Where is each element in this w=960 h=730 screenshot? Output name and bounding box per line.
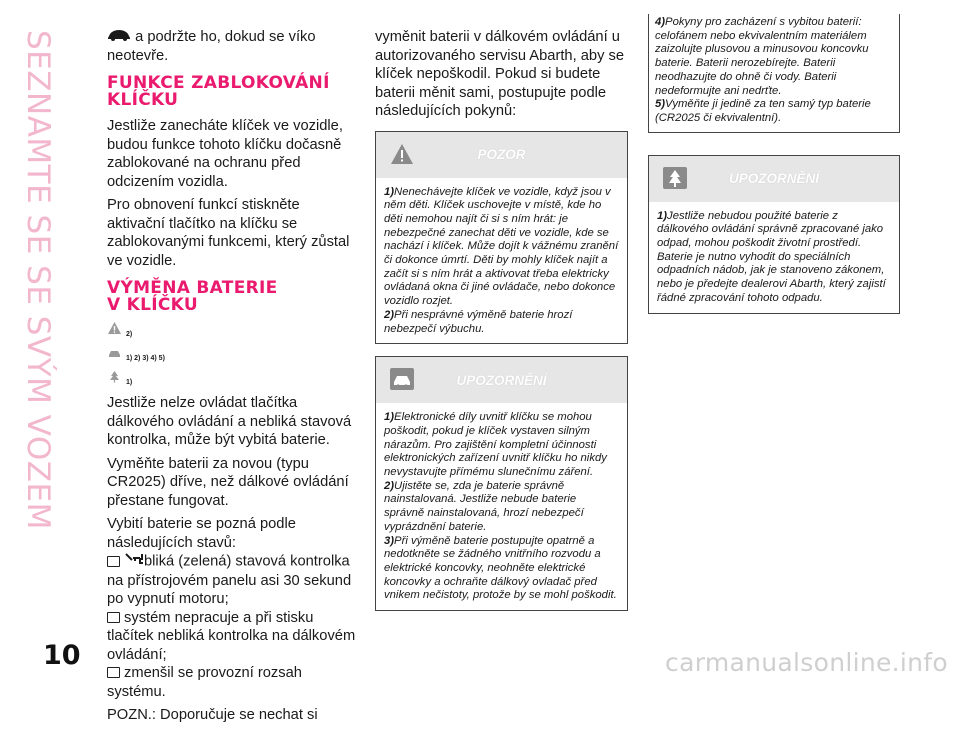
note-number: 3) [384, 534, 395, 547]
note-number: 5) [655, 98, 666, 111]
battery-key-icon [124, 552, 144, 572]
note-item [384, 186, 619, 309]
page-number: 10 [43, 640, 81, 671]
intro-paragraph [107, 28, 357, 65]
note-number: 2) [384, 479, 395, 492]
warning-triangle-icon [107, 321, 122, 340]
list-item-text: bliká (zelená) stavová kontrolka na přístrojovém panelu asi 30 sekund po vypnutí motoru; [107, 553, 352, 608]
warning-title: POZOR [477, 147, 526, 162]
note-text: Vyměňte ji jedině za ten samý typ baterie (CR2025 či ekvivalentní). [655, 98, 871, 124]
note-item [655, 98, 893, 125]
list-item-text: systém nepracuje a při stisku tlačítek nebliká kontrolka na dálkovém ovládání; [107, 609, 356, 663]
environment-box-body [649, 202, 899, 313]
heading-battery-line1: VÝMĚNA BATERIE [107, 278, 278, 299]
notice-box [375, 356, 628, 611]
note-text: Elektronické díly uvnitř klíčku se mohou poškodit, pokud je klíček vystaven silným nárazům. Pro zajištění kompletní účinnosti elektronických zařízení uvnitř klíčku ho nikdy nevystavujte přímému slunečnímu záření. [384, 411, 607, 479]
car-icon [107, 28, 131, 47]
paragraph: Vybití baterie se pozná podle následujících stavů: [107, 516, 296, 551]
note-text: Ujistěte se, zda je baterie správně nainstalovaná. Jestliže nebude baterie správně nainstalovaná, hrozí nebezpečí vyprázdnění baterie. [384, 479, 584, 533]
note-text: Nenechávejte klíček ve vozidle, když jsou v něm děti. Klíček uschovejte v místě, kde ho děti nemohou najít či si s ním hrát: je nebezpečné zanechat děti ve vozidle, kde se nachází i klíček. Může dojít k vážnému zranění či dokonce úmrtí. Děti by mohly klíček najít a začít si s ním hrát a aktivovat třeba elektricky ovládaná okna či jiné ovládače, nebo dokonce vozidlo rozjet. [384, 185, 619, 308]
note-item [655, 16, 893, 98]
note-item [657, 210, 891, 306]
note-number: 1) [384, 411, 395, 424]
list-item [107, 552, 357, 609]
note-item [384, 535, 619, 604]
column-middle [375, 28, 628, 623]
notice-ref-row [107, 346, 357, 364]
note-text: Jestliže nebudou použité baterie z dálkového ovládání správně zpracované jako odpad, mohou poškodit životní prostředí. Baterie je nutno vyhodit do speciálních odpadních nádob, jak je stanoveno zákonem, nebo je předejte dealerovi Abarth, který zajistí řádné zpracování tohoto odpadu. [657, 209, 886, 304]
column-right [648, 14, 900, 326]
heading-battery-replace [107, 280, 357, 314]
paragraph: Vyměňte baterii za novou (typu CR2025) dříve, než dálkové ovládání přestane fungovat. [107, 455, 349, 509]
notice-box-body [376, 403, 627, 610]
paragraph: Pro obnovení funkcí stiskněte aktivační tlačítko na klíčku se zablokovanými funkcemi, který zůstal ve vozidle. [107, 197, 350, 269]
note-text: Při nesprávné výměně baterie hrozí nebezpečí výbuchu. [384, 308, 573, 335]
environment-box-header [649, 156, 899, 202]
notice-box-header [376, 357, 627, 403]
tree-icon [663, 167, 687, 194]
paragraph: POZN.: Doporučuje se nechat si [107, 707, 318, 724]
heading-key-lock [107, 75, 357, 109]
section-side-title: SEZNAMTE SE SE SVÝM VOZEM [20, 30, 56, 530]
heading-key-lock-line1: FUNKCE ZABLOKOVÁNÍ [107, 73, 330, 94]
heading-key-lock-line2: KLÍČKU [107, 90, 179, 111]
car-hand-icon [390, 368, 414, 395]
bullet-icon [107, 667, 120, 678]
warning-box-body [376, 178, 627, 344]
env-ref: 1) [126, 379, 133, 387]
bullet-icon [107, 612, 120, 623]
column-left [107, 28, 357, 730]
warning-ref-row [107, 322, 357, 340]
warning-box [375, 131, 628, 345]
note-item [384, 309, 619, 336]
paragraph: vyměnit baterii v dálkovém ovládání u autorizovaného servisu Abarth, aby se klíček nepoškodil. Pokud si budete baterii měnit sami, postupujte podle následujících pokynů: [375, 29, 625, 119]
heading-battery-line2: V KLÍČKU [107, 295, 198, 316]
list-item [107, 664, 357, 701]
environment-title: UPOZORNĚNÍ [728, 171, 819, 187]
list-item [107, 609, 357, 665]
intro-text: a podržte ho, dokud se víko neotevře. [107, 29, 316, 64]
env-ref-row [107, 370, 357, 388]
note-text: Při výměně baterie postupujte opatrně a nedotkněte se žádného vnitřního rozvodu a elektrické koncovky, neohněte elektrické koncovky a ochraňte dálkový ovladač před vnikem nečistoty, protože by se mohl poškodit. [384, 534, 617, 602]
note-item [384, 411, 619, 480]
notice-box-continued [648, 14, 900, 133]
warning-ref: 2) [126, 331, 133, 339]
tree-icon [107, 370, 122, 388]
car-hand-icon [107, 346, 122, 364]
warning-triangle-icon [390, 143, 414, 170]
bullet-icon [107, 556, 120, 567]
note-item [384, 480, 619, 535]
notice-title: UPOZORNĚNÍ [456, 372, 547, 388]
paragraph: Jestliže nelze ovládat tlačítka dálkového ovládání a nebliká stavová kontrolka, může být vybitá baterie. [107, 395, 352, 449]
watermark: carmanualsonline.info [665, 648, 948, 677]
environment-box [648, 155, 900, 314]
list-item-text: zmenšil se provozní rozsah systému. [107, 665, 302, 700]
paragraph: Jestliže zanecháte klíček ve vozidle, budou funkce tohoto klíčku dočasně zablokované na ochranu před odcizením vozidla. [107, 118, 343, 190]
note-number: 2) [384, 308, 395, 321]
note-number: 4) [655, 16, 666, 28]
warning-box-header [376, 132, 627, 178]
note-number: 1) [657, 209, 668, 222]
notice-ref: 1) 2) 3) 4) 5) [126, 355, 165, 363]
note-text: Pokyny pro zacházení s vybitou baterií: celofánem nebo ekvivalentním materiálem zaizolujte plusovou a minusovou koncovku baterie. Baterii nerozebírejte. Baterii neodhazujte do ohně či vody. Baterii nedeformujte ani nedrťte. [655, 16, 869, 97]
note-number: 1) [384, 185, 395, 198]
